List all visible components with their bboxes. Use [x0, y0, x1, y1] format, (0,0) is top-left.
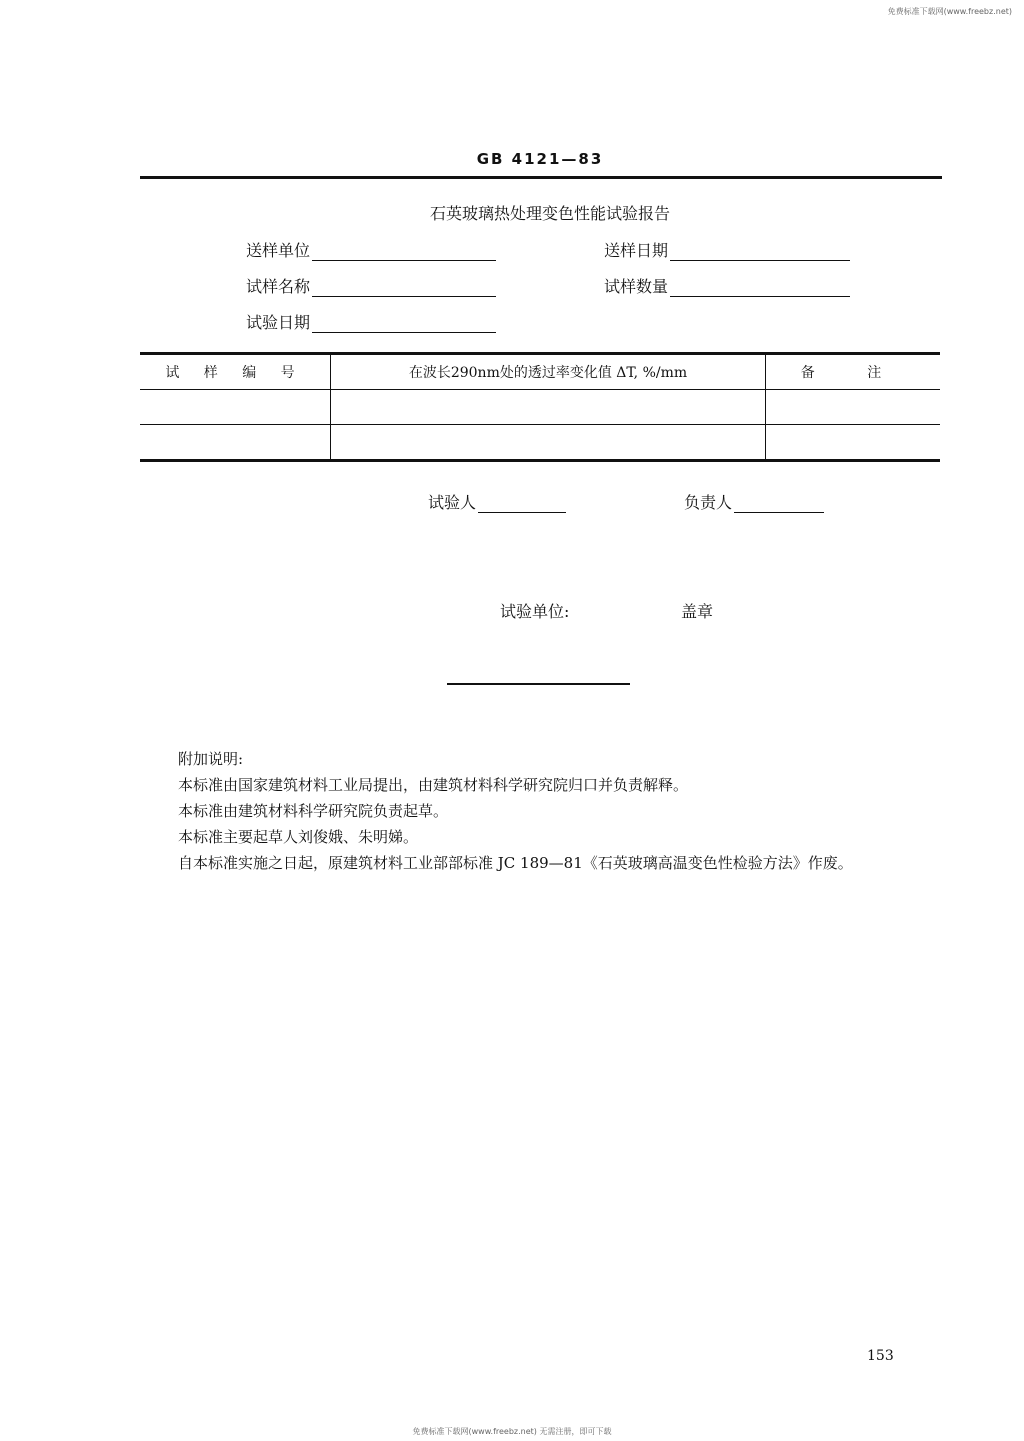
notes-line: 本标准由国家建筑材料工业局提出，由建筑材料科学研究院归口并负责解释。 — [178, 776, 689, 794]
table-header-row — [140, 354, 940, 390]
additional-notes — [140, 746, 940, 876]
tester-field — [428, 490, 566, 513]
table-row — [140, 425, 940, 461]
table-cell — [331, 425, 766, 461]
table-cell — [766, 390, 941, 425]
results-table — [140, 352, 940, 462]
sender-unit-blank — [312, 242, 496, 261]
header-transmittance: 在波长290nm处的透过率变化值 ΔT, %/mm — [331, 354, 766, 390]
header-rule — [140, 176, 942, 179]
sample-name-field — [246, 274, 496, 297]
test-date-label: 试验日期 — [246, 313, 311, 332]
table-cell — [140, 390, 331, 425]
tester-blank — [478, 494, 566, 513]
sender-date-label: 送样日期 — [604, 241, 669, 260]
end-rule — [447, 683, 630, 685]
sender-date-blank — [670, 242, 850, 261]
sender-date-field — [604, 238, 850, 261]
sample-name-blank — [312, 278, 496, 297]
test-date-blank — [312, 314, 496, 333]
sample-qty-label: 试样数量 — [604, 277, 669, 296]
test-unit-label: 试验单位: — [500, 602, 570, 621]
watermark-bottom: 免费标准下载网(www.freebz.net) 无需注册，即可下载 — [412, 1427, 612, 1436]
header-remarks: 备 注 — [800, 365, 906, 381]
table-row — [140, 390, 940, 425]
sender-unit-field — [246, 238, 496, 261]
table-cell — [331, 390, 766, 425]
notes-line: 本标准由建筑材料科学研究院负责起草。 — [178, 802, 449, 820]
notes-line: 自本标准实施之日起，原建筑材料工业部部标准 JC 189—81《石英玻璃高温变色性检验方法》作废。 — [178, 854, 853, 872]
watermark-top: 免费标准下载网(www.freebz.net) — [887, 7, 1012, 16]
sample-name-label: 试样名称 — [246, 277, 311, 296]
sender-unit-label: 送样单位 — [246, 241, 311, 260]
table-cell — [140, 425, 331, 461]
report-title: 石英玻璃热处理变色性能试验报告 — [429, 204, 670, 223]
header-sample-no: 试 样 编 号 — [140, 354, 331, 390]
page-number: 153 — [867, 1348, 894, 1364]
standard-code: GB 4121—83 — [476, 150, 604, 168]
sample-qty-field — [604, 274, 850, 297]
sample-qty-blank — [670, 278, 850, 297]
table-cell — [766, 425, 941, 461]
test-date-field — [246, 310, 496, 333]
tester-label: 试验人 — [428, 493, 477, 512]
responsible-field — [684, 490, 824, 513]
seal-label: 盖章 — [681, 602, 714, 621]
responsible-label: 负责人 — [684, 493, 733, 512]
responsible-blank — [734, 494, 824, 513]
notes-line: 本标准主要起草人刘俊娥、朱明娣。 — [178, 828, 419, 846]
notes-title: 附加说明: — [178, 750, 244, 768]
